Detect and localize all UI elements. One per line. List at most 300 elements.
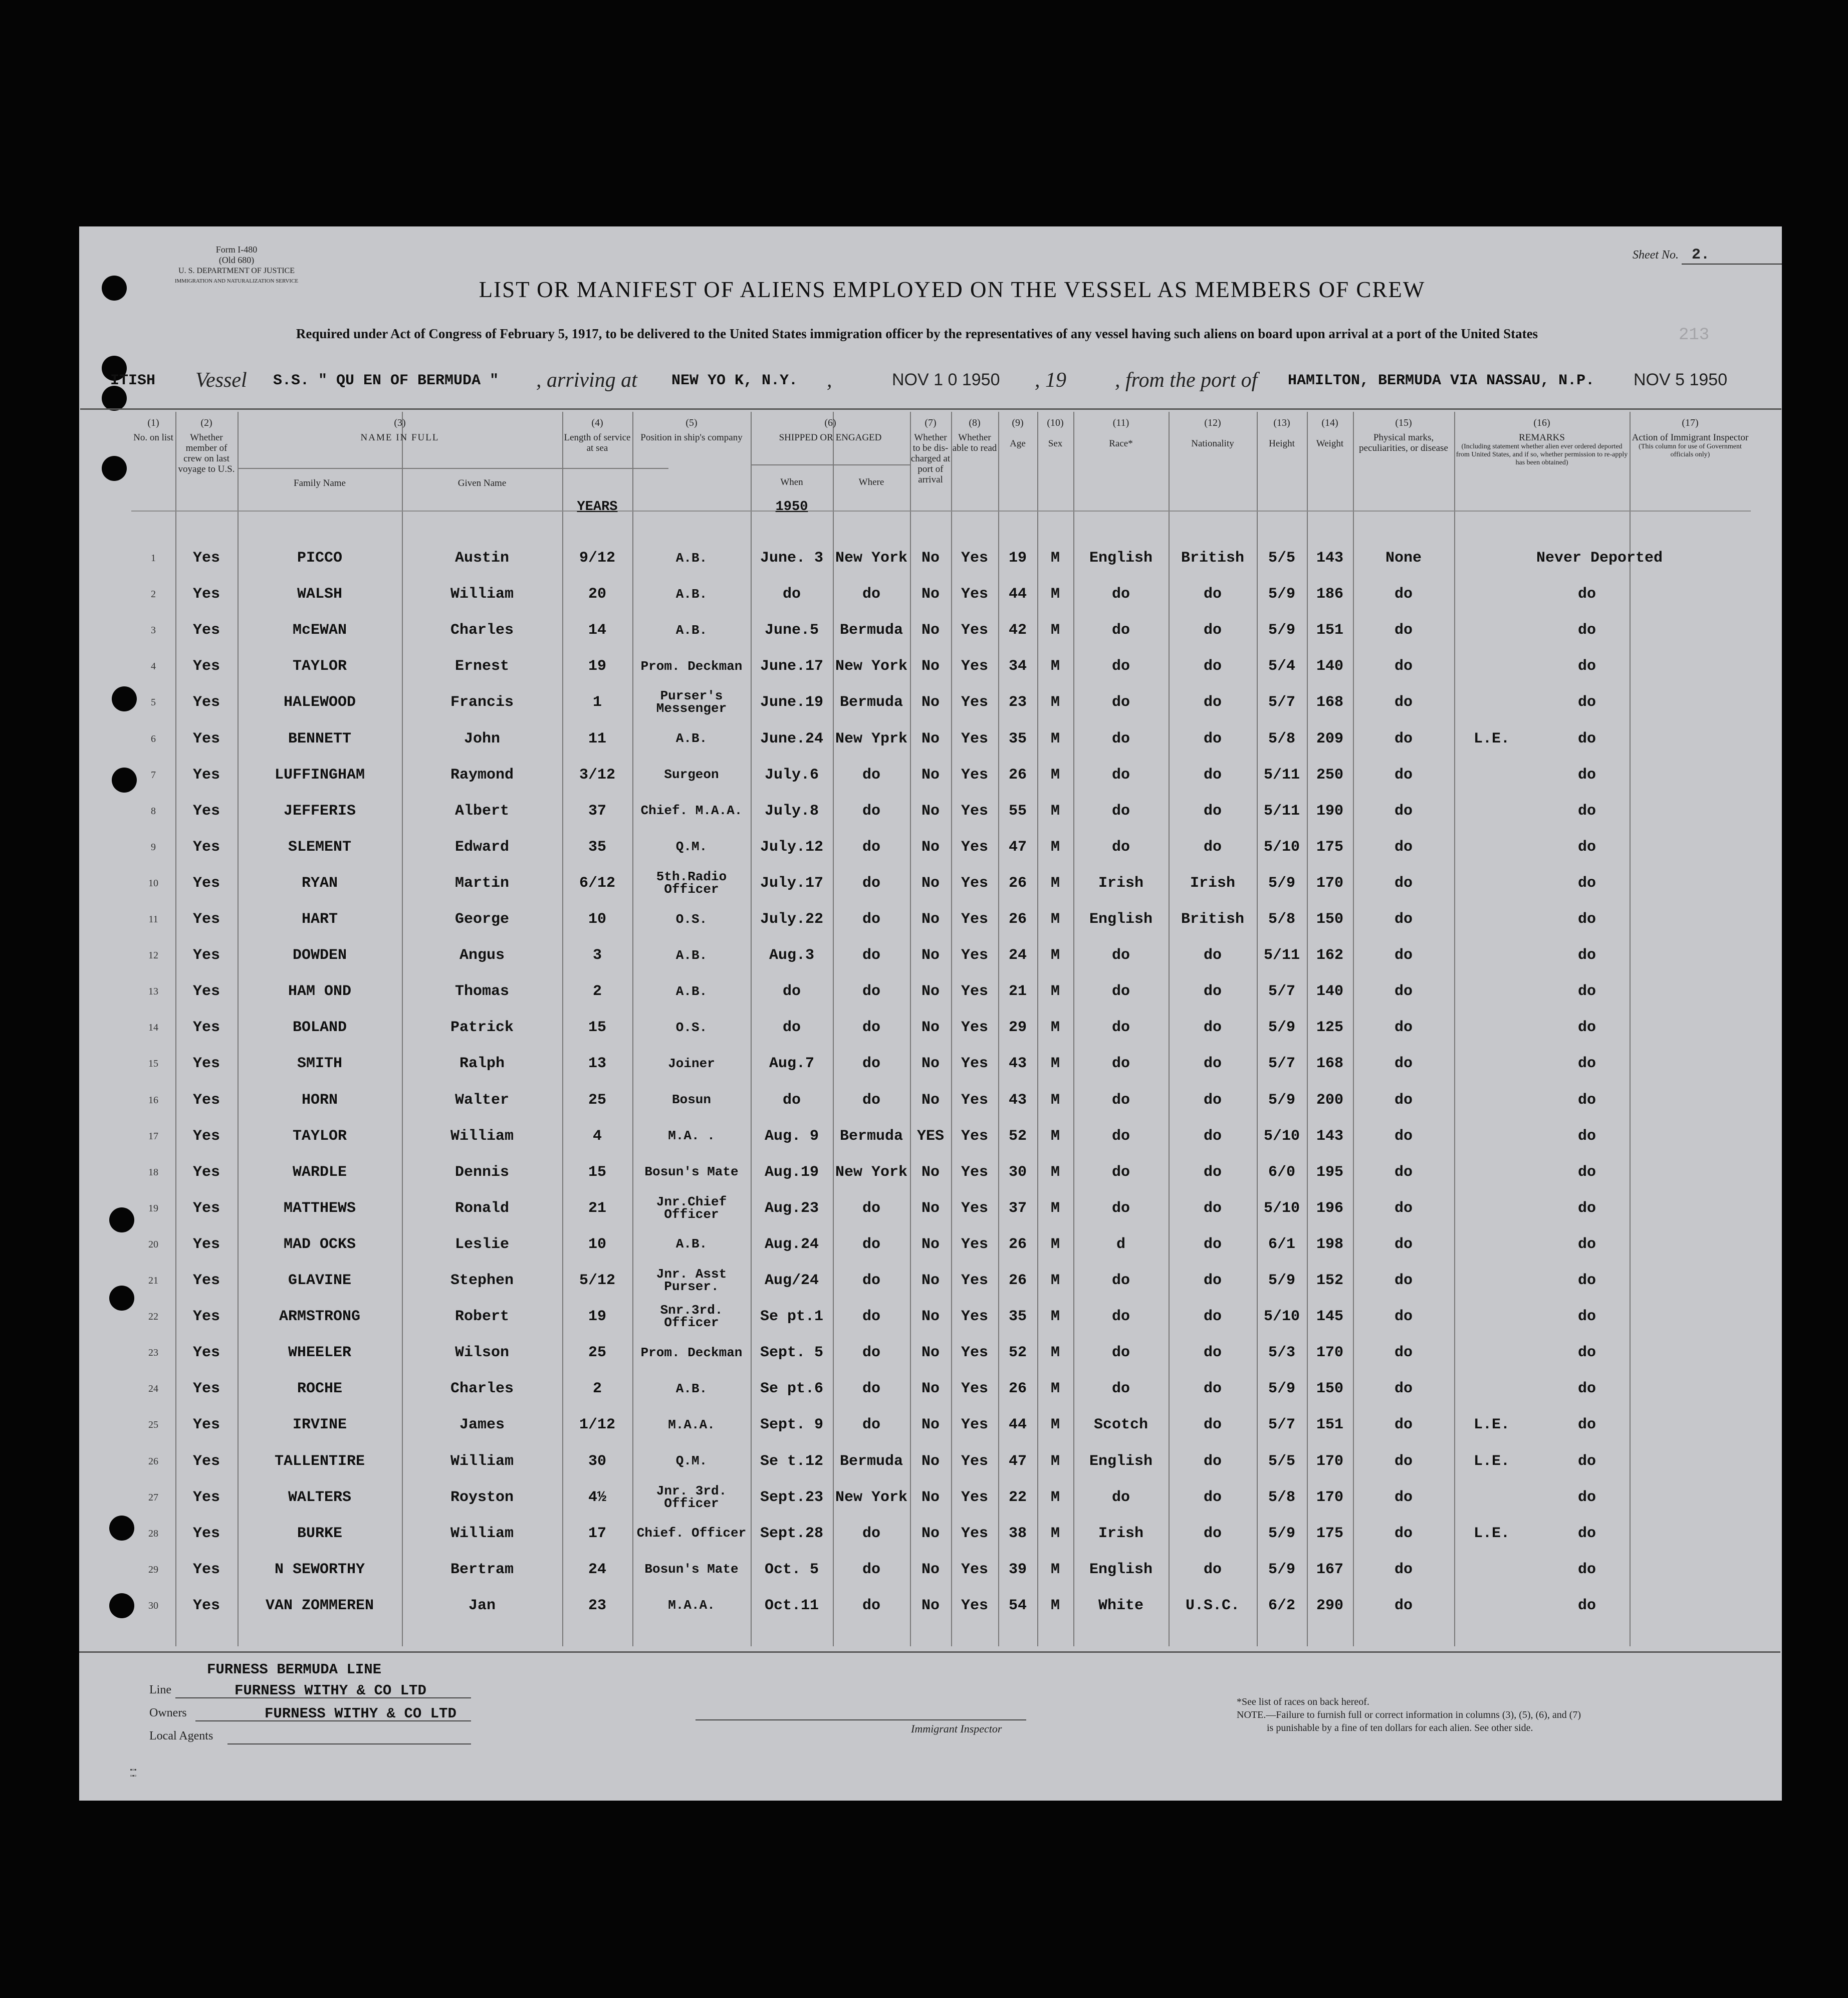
height-cell: 5/9 [1268, 1380, 1295, 1398]
weight-cell: 167 [1316, 1561, 1343, 1578]
able-to-read-cell: Yes [961, 1380, 988, 1398]
table-row [131, 1193, 1751, 1223]
crew-last-voyage-cell: Yes [192, 1235, 220, 1253]
age-cell: 37 [1008, 1199, 1027, 1217]
service-length-cell: 5/12 [579, 1272, 615, 1289]
inspector-label: Immigrant Inspector [911, 1722, 1002, 1735]
shipped-where-cell: Bermuda [839, 622, 903, 639]
sex-cell: M [1050, 947, 1060, 964]
able-to-read-cell: Yes [961, 730, 988, 747]
height-cell: 5/9 [1268, 1561, 1295, 1578]
table-row [131, 1446, 1751, 1476]
comma: , [827, 369, 832, 392]
able-to-read-cell: Yes [961, 694, 988, 711]
years-subheader: YEARS [577, 500, 618, 515]
shipped-when-cell: Se pt.6 [760, 1380, 824, 1398]
page-title: LIST OR MANIFEST OF ALIENS EMPLOYED ON THE VESSEL AS MEMBERS OF CREW [479, 277, 1426, 302]
header-inspector-action: (17) Action of Immigrant Inspector (This column for use of Government officials only) [1632, 417, 1749, 458]
sex-cell: M [1050, 983, 1060, 1001]
nationality-cell: do [1203, 1525, 1222, 1542]
row-number-cell: 20 [148, 1238, 158, 1250]
able-to-read-cell: Yes [961, 1561, 988, 1578]
nationality-cell: do [1203, 1199, 1222, 1217]
shipped-when-cell: Se t.12 [760, 1452, 824, 1470]
row-number-cell: 2 [151, 589, 156, 600]
shipped-where-cell: do [862, 802, 880, 820]
nationality-cell: do [1203, 1561, 1222, 1578]
table-row [131, 1049, 1751, 1079]
header-nationality: (12) Nationality [1191, 417, 1234, 449]
position-cell: M.A.A. [668, 1598, 715, 1613]
row-number-cell: 30 [148, 1600, 158, 1611]
service-length-cell: 35 [588, 838, 606, 856]
table-row [131, 1482, 1751, 1513]
table-row [131, 760, 1751, 790]
row-number-cell: 17 [148, 1130, 158, 1142]
height-cell: 6/2 [1268, 1597, 1295, 1614]
race-cell: do [1111, 1199, 1130, 1217]
age-cell: 43 [1008, 1055, 1027, 1073]
crew-last-voyage-cell: Yes [192, 838, 220, 856]
row-number-cell: 26 [148, 1455, 158, 1467]
sex-cell: M [1050, 1488, 1060, 1506]
vessel-name: S.S. " QU EN OF BERMUDA " [273, 372, 499, 389]
race-cell: Scotch [1093, 1416, 1148, 1434]
table-row [131, 1302, 1751, 1332]
discharged-cell: No [921, 1308, 940, 1326]
weight-cell: 170 [1316, 874, 1343, 892]
crew-last-voyage-cell: Yes [192, 1127, 220, 1145]
race-cell: do [1111, 1380, 1130, 1398]
nationality-cell: do [1203, 622, 1222, 639]
nationality-cell: do [1203, 1308, 1222, 1326]
height-cell: 5/9 [1268, 874, 1295, 892]
nationality-cell: do [1203, 1127, 1222, 1145]
remarks-deported-cell: do [1577, 766, 1596, 784]
physical-marks-cell: do [1394, 802, 1413, 820]
able-to-read-cell: Yes [961, 1019, 988, 1037]
shipped-where-cell: Bermuda [839, 1127, 903, 1145]
race-cell: do [1111, 586, 1130, 603]
nationality-cell: do [1203, 1163, 1222, 1181]
remarks-deported-cell: do [1577, 1452, 1596, 1470]
table-row [131, 904, 1751, 934]
shipped-when-cell: July.22 [760, 911, 824, 928]
nationality-cell: U.S.C. [1185, 1597, 1240, 1614]
shipped-where-cell: New Yprk [835, 730, 908, 747]
age-cell: 52 [1008, 1127, 1027, 1145]
height-cell: 5/4 [1268, 658, 1295, 675]
table-row [131, 615, 1751, 645]
shipped-where-cell: do [862, 947, 880, 964]
name-subheader-rule [238, 468, 668, 469]
family-name-cell: BENNETT [288, 730, 352, 747]
crew-last-voyage-cell: Yes [192, 730, 220, 747]
position-cell: Bosun [671, 1092, 711, 1107]
header-sex: (10) Sex [1047, 417, 1064, 449]
shipped-when-cell: do [782, 1019, 801, 1037]
nationality-cell: Irish [1190, 874, 1235, 892]
header-crew-last-voyage: (2) Whether member of crew on last voyage to U.S. [178, 417, 235, 474]
row-number-cell: 6 [151, 733, 156, 744]
discharged-cell: YES [916, 1127, 944, 1145]
position-cell: Prom. Deckman [640, 1345, 743, 1360]
row-number-cell: 15 [148, 1058, 158, 1070]
remarks-deported-cell: do [1577, 1127, 1596, 1145]
given-name-cell: James [459, 1416, 505, 1434]
crew-last-voyage-cell: Yes [192, 1163, 220, 1181]
service-length-cell: 19 [588, 658, 606, 675]
shipped-when-cell: July.6 [764, 766, 819, 784]
physical-marks-cell: do [1394, 1380, 1413, 1398]
shipped-where-cell: do [862, 1597, 880, 1614]
row-number-cell: 21 [148, 1275, 158, 1286]
inspector-signature-line [696, 1719, 1026, 1720]
family-name-cell: MAD OCKS [283, 1235, 356, 1253]
crew-last-voyage-cell: Yes [192, 1561, 220, 1578]
height-cell: 5/8 [1268, 730, 1295, 747]
crew-last-voyage-cell: Yes [192, 947, 220, 964]
family-name-cell: WARDLE [292, 1163, 347, 1181]
remarks-deported-cell: do [1577, 1597, 1596, 1614]
discharged-cell: No [921, 1199, 940, 1217]
weight-cell: 196 [1316, 1199, 1343, 1217]
able-to-read-cell: Yes [961, 586, 988, 603]
discharged-cell: No [921, 874, 940, 892]
position-cell: Prom. Deckman [640, 658, 743, 674]
sex-cell: M [1050, 1525, 1060, 1542]
discharged-cell: No [921, 1597, 940, 1614]
service-length-cell: 3 [592, 947, 602, 964]
age-cell: 55 [1008, 802, 1027, 820]
crew-last-voyage-cell: Yes [192, 658, 220, 675]
remarks-deported-cell: do [1577, 911, 1596, 928]
sex-cell: M [1050, 1452, 1060, 1470]
shipped-when-cell: Aug.3 [769, 947, 814, 964]
height-cell: 5/9 [1268, 586, 1295, 603]
remarks-note-cell [1454, 868, 1529, 898]
race-cell: do [1111, 983, 1130, 1001]
remarks-note-cell [1454, 1374, 1529, 1404]
sex-cell: M [1050, 802, 1060, 820]
race-cell: Irish [1098, 874, 1143, 892]
service-length-cell: 6/12 [579, 874, 615, 892]
given-name-cell: Robert [454, 1308, 510, 1326]
service-length-cell: 20 [588, 586, 606, 603]
shipped-where-cell: do [862, 1561, 880, 1578]
vessel-nationality: ITISH [110, 372, 156, 389]
remarks-note-cell [1454, 1338, 1529, 1368]
height-cell: 5/9 [1268, 1019, 1295, 1037]
physical-marks-cell: do [1394, 1055, 1413, 1073]
weight-cell: 150 [1316, 1380, 1343, 1398]
remarks-deported-cell: do [1577, 802, 1596, 820]
remarks-deported-cell: do [1577, 1308, 1596, 1326]
sex-cell: M [1050, 622, 1060, 639]
row-number-cell: 13 [148, 986, 158, 997]
remarks-note-cell: L.E. [1473, 730, 1510, 747]
crew-last-voyage-cell: Yes [192, 586, 220, 603]
header-physical-marks: (15) Physical marks, peculiarities, or disease [1359, 417, 1448, 453]
form-old-number: (Old 680) [218, 255, 255, 265]
sex-cell: M [1050, 1235, 1060, 1253]
position-cell: Jnr.Chief Officer [656, 1194, 727, 1222]
position-cell: Q.M. [675, 839, 708, 855]
race-cell: do [1111, 1019, 1130, 1037]
discharged-cell: No [921, 1561, 940, 1578]
race-cell: White [1098, 1597, 1143, 1614]
shipped-when-cell: do [782, 983, 801, 1001]
service-length-cell: 2 [592, 1380, 602, 1398]
crew-last-voyage-cell: Yes [192, 983, 220, 1001]
department-name: U. S. DEPARTMENT OF JUSTICE [178, 267, 295, 275]
position-cell: A.B. [675, 983, 708, 999]
given-name-cell: Stephen [450, 1272, 514, 1289]
service-length-cell: 1 [592, 694, 602, 711]
table-row [131, 651, 1751, 681]
remarks-deported-cell: do [1577, 1199, 1596, 1217]
service-length-cell: 4 [592, 1127, 602, 1145]
service-length-cell: 2 [592, 983, 602, 1001]
position-cell: A.B. [675, 550, 708, 566]
remarks-note-cell [1454, 1266, 1529, 1296]
able-to-read-cell: Yes [961, 983, 988, 1001]
race-cell: do [1111, 838, 1130, 856]
given-name-cell: Jan [468, 1597, 496, 1614]
discharged-cell: No [921, 1055, 940, 1073]
header-age: (9) Age [1010, 417, 1026, 449]
remarks-deported-cell: do [1577, 622, 1596, 639]
shipped-where-cell: do [862, 874, 880, 892]
punch-hole [109, 1286, 134, 1311]
table-row [131, 1519, 1751, 1549]
service-name: IMMIGRATION AND NATURALIZATION SERVICE [174, 278, 299, 284]
service-length-cell: 4½ [588, 1488, 606, 1506]
nationality-cell: do [1203, 1380, 1222, 1398]
arriving-port: NEW YO K, N.Y. [671, 372, 798, 389]
sex-cell: M [1050, 1561, 1060, 1578]
remarks-deported-cell: do [1577, 730, 1596, 747]
remarks-note-cell [1454, 1157, 1529, 1187]
service-length-cell: 23 [588, 1597, 606, 1614]
age-cell: 26 [1008, 1235, 1027, 1253]
row-number-cell: 27 [148, 1491, 158, 1503]
remarks-note-cell [1454, 832, 1529, 862]
weight-cell: 186 [1316, 586, 1343, 603]
table-row [131, 1085, 1751, 1115]
able-to-read-cell: Yes [961, 874, 988, 892]
able-to-read-cell: Yes [961, 550, 988, 567]
age-cell: 42 [1008, 622, 1027, 639]
crew-last-voyage-cell: Yes [192, 1091, 220, 1109]
race-cell: do [1111, 1091, 1130, 1109]
weight-cell: 143 [1316, 1127, 1343, 1145]
race-cell: do [1111, 947, 1130, 964]
sex-cell: M [1050, 1055, 1060, 1073]
remarks-deported-cell: do [1577, 874, 1596, 892]
position-cell: Surgeon [664, 767, 719, 783]
race-cell: Irish [1098, 1525, 1143, 1542]
shipped-where-cell: do [862, 1308, 880, 1326]
table-row [131, 832, 1751, 862]
nationality-cell: British [1181, 911, 1245, 928]
header-weight: (14) Weight [1316, 417, 1344, 449]
physical-marks-cell: do [1394, 730, 1413, 747]
table-row [131, 1410, 1751, 1440]
physical-marks-cell: do [1394, 1091, 1413, 1109]
physical-marks-cell: None [1385, 550, 1422, 567]
given-name-cell: Royston [450, 1488, 514, 1506]
service-length-cell: 10 [588, 1235, 606, 1253]
stamp-number: 213 [1679, 326, 1710, 345]
height-cell: 5/5 [1268, 550, 1295, 567]
crew-last-voyage-cell: Yes [192, 874, 220, 892]
shipped-when-cell: June.5 [764, 622, 819, 639]
crew-last-voyage-cell: Yes [192, 1525, 220, 1542]
shipped-when-cell: June.19 [760, 694, 824, 711]
given-name-cell: Francis [450, 694, 514, 711]
physical-marks-cell: do [1394, 838, 1413, 856]
header-rule [80, 408, 1781, 410]
able-to-read-cell: Yes [961, 766, 988, 784]
physical-marks-cell: do [1394, 1416, 1413, 1434]
row-number-cell: 22 [148, 1311, 158, 1323]
weight-cell: 170 [1316, 1452, 1343, 1470]
physical-marks-cell: do [1394, 1272, 1413, 1289]
given-name-cell: Bertram [450, 1561, 514, 1578]
discharged-cell: No [921, 911, 940, 928]
age-cell: 26 [1008, 1272, 1027, 1289]
remarks-note-cell: L.E. [1473, 1525, 1510, 1542]
row-number-cell: 12 [148, 950, 158, 961]
weight-cell: 151 [1316, 622, 1343, 639]
from-port: HAMILTON, BERMUDA VIA NASSAU, N.P. [1288, 372, 1595, 389]
crew-last-voyage-cell: Yes [192, 1344, 220, 1362]
shipped-when-cell: Oct.11 [764, 1597, 819, 1614]
able-to-read-cell: Yes [961, 838, 988, 856]
header-bottom-rule [131, 511, 1751, 512]
header-race: (11) Race* [1109, 417, 1133, 449]
header-when: When [780, 477, 803, 487]
race-cell: English [1089, 1561, 1153, 1578]
family-name-cell: TAYLOR [292, 658, 347, 675]
shipped-when-cell: Aug/24 [764, 1272, 819, 1289]
crew-last-voyage-cell: Yes [192, 1019, 220, 1037]
nationality-cell: do [1203, 730, 1222, 747]
table-row [131, 976, 1751, 1007]
row-number-cell: 25 [148, 1419, 158, 1431]
remarks-deported-cell: do [1577, 1019, 1596, 1037]
family-name-cell: SMITH [297, 1055, 342, 1073]
shipped-where-cell: do [862, 1272, 880, 1289]
table-row [131, 579, 1751, 609]
given-name-cell: William [450, 1127, 514, 1145]
age-cell: 30 [1008, 1163, 1027, 1181]
row-number-cell: 9 [151, 841, 156, 853]
shipped-where-cell: do [862, 1416, 880, 1434]
height-cell: 5/7 [1268, 694, 1295, 711]
position-cell: Chief. Officer [636, 1526, 747, 1541]
able-to-read-cell: Yes [961, 1452, 988, 1470]
nationality-cell: do [1203, 658, 1222, 675]
table-row [131, 1338, 1751, 1368]
race-cell: do [1111, 622, 1130, 639]
family-name-cell: GLAVINE [288, 1272, 352, 1289]
given-name-cell: Thomas [454, 983, 510, 1001]
sex-cell: M [1050, 1308, 1060, 1326]
discharged-cell: No [921, 1091, 940, 1109]
remarks-note-cell [1454, 651, 1529, 681]
able-to-read-cell: Yes [961, 1055, 988, 1073]
height-cell: 6/0 [1268, 1163, 1295, 1181]
row-number-cell: 16 [148, 1094, 158, 1106]
remarks-note-cell: L.E. [1473, 1452, 1510, 1470]
family-name-cell: BURKE [297, 1525, 342, 1542]
table-row [131, 687, 1751, 717]
family-name-cell: HALEWOOD [283, 694, 356, 711]
nationality-cell: do [1203, 802, 1222, 820]
service-length-cell: 15 [588, 1163, 606, 1181]
header-height: (13) Height [1269, 417, 1295, 449]
sheet-label: Sheet No. [1633, 248, 1679, 262]
punch-hole [109, 1207, 134, 1232]
punch-hole [102, 276, 127, 301]
nationality-cell: do [1203, 1272, 1222, 1289]
shipped-when-cell: Oct. 5 [764, 1561, 819, 1578]
family-name-cell: IRVINE [292, 1416, 347, 1434]
shipped-when-cell: Aug.23 [764, 1199, 819, 1217]
header-where: Where [858, 477, 884, 487]
weight-cell: 170 [1316, 1488, 1343, 1506]
sex-cell: M [1050, 1272, 1060, 1289]
remarks-note-cell [1454, 904, 1529, 934]
row-number-cell: 1 [151, 553, 156, 564]
remarks-deported-cell: do [1577, 1344, 1596, 1362]
age-cell: 35 [1008, 1308, 1027, 1326]
remarks-note-cell [1454, 1302, 1529, 1332]
age-cell: 38 [1008, 1525, 1027, 1542]
weight-cell: 143 [1316, 550, 1343, 567]
table-row [131, 940, 1751, 970]
height-cell: 5/10 [1263, 838, 1300, 856]
height-cell: 5/9 [1268, 1525, 1295, 1542]
penalty-note-continued: is punishable by a fine of ten dollars for each alien. See other side. [1267, 1722, 1533, 1733]
owners-label: Owners [149, 1706, 187, 1719]
height-cell: 5/11 [1263, 766, 1300, 784]
vessel-label: Vessel [195, 369, 247, 392]
shipped-when-cell: July.8 [764, 802, 819, 820]
physical-marks-cell: do [1394, 658, 1413, 675]
shipped-when-cell: Aug. 9 [764, 1127, 819, 1145]
remarks-note-cell [1454, 976, 1529, 1007]
service-length-cell: 10 [588, 911, 606, 928]
age-cell: 26 [1008, 1380, 1027, 1398]
crew-last-voyage-cell: Yes [192, 1380, 220, 1398]
given-name-cell: Charles [450, 1380, 514, 1398]
race-cell: do [1111, 802, 1130, 820]
sex-cell: M [1050, 1163, 1060, 1181]
row-number-cell: 11 [148, 914, 158, 925]
given-name-cell: Ernest [454, 658, 510, 675]
shipped-when-cell: Aug.7 [769, 1055, 814, 1073]
family-name-cell: WALSH [297, 586, 342, 603]
remarks-deported-cell: do [1577, 1055, 1596, 1073]
height-cell: 5/10 [1263, 1308, 1300, 1326]
weight-cell: 168 [1316, 1055, 1343, 1073]
remarks-note-cell: L.E. [1473, 1416, 1510, 1434]
able-to-read-cell: Yes [961, 1272, 988, 1289]
age-cell: 35 [1008, 730, 1027, 747]
